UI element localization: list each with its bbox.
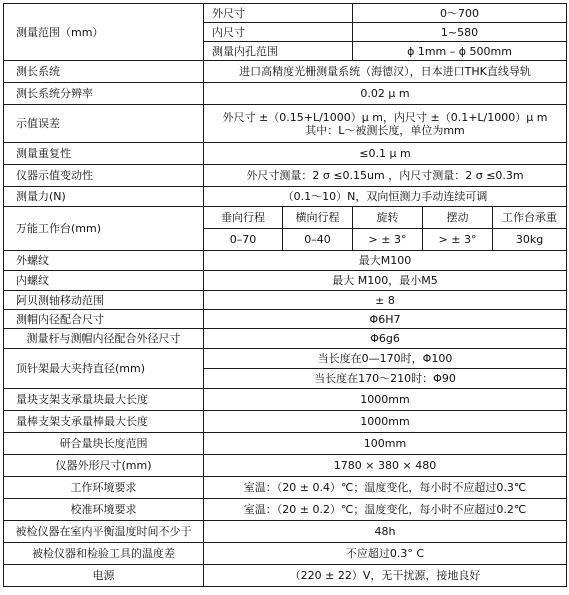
cap-value: Φ6H7 (204, 310, 567, 329)
inner-label: 内尺寸 (204, 23, 353, 42)
bar-label: 量棒支架支承量棒最大长度 (4, 411, 204, 433)
repeat-label: 测量重复性 (4, 143, 204, 165)
center-label: 顶针架最大夹持直径(mm) (4, 349, 204, 389)
size-label: 仪器外形尺寸(mm) (4, 455, 204, 477)
cal-env-value: 室温：（20 ± 0.2）℃；温度变化，每小时不应超过0.2℃ (204, 499, 567, 521)
variation-value: 外尺寸测量：2 σ ≤0.15um ，内尺寸测量：2 σ ≤0.3m (204, 165, 567, 187)
table-value-rotate: > ± 3° (353, 229, 423, 251)
abbe-value: ± 8 (204, 291, 567, 310)
ext-thread-value: 最大M100 (204, 251, 567, 271)
tempdiff-label: 被检仪器和检验工具的温度差 (4, 543, 204, 565)
outer-value: 0～700 (353, 4, 567, 23)
error-label: 示值误差 (4, 105, 204, 143)
spec-row-balance (4, 521, 567, 543)
spec-row-bar (4, 411, 567, 433)
force-value: （0.1～10）N，双向恒测力手动连续可调 (204, 187, 567, 207)
table-header-swing: 摆动 (423, 207, 493, 229)
resolution-label: 测长系统分辨率 (4, 83, 204, 105)
work-env-label: 工作环境要求 (4, 477, 204, 499)
table-header-load: 工作台承重 (493, 207, 567, 229)
table-header-lateral: 横向行程 (283, 207, 353, 229)
table-header-rotate: 旋转 (353, 207, 423, 229)
balance-label: 被检仪器在室内平衡温度时间不少于 (4, 521, 204, 543)
work-env-value: 室温：（20 ± 0.4）℃；温度变化，每小时不应超过0.3℃ (204, 477, 567, 499)
spec-row-size (4, 455, 567, 477)
spec-row-power (4, 565, 567, 587)
error-line-2: 其中：L～被测长度，单位为mm (305, 123, 465, 137)
range-label: 测量范围（mm） (4, 4, 204, 61)
system-value: 进口高精度光栅测量系统（海德汉），日本进口THK直线导轨 (204, 61, 567, 83)
table-value-lateral: 0–40 (283, 229, 353, 251)
spec-row-abbe (4, 291, 567, 310)
spec-row-rod (4, 329, 567, 349)
rod-value: Φ6g6 (204, 329, 567, 349)
tempdiff-value: 不应超过0.3° C (204, 543, 567, 565)
block-label: 量块支架支承量块最大长度 (4, 389, 204, 411)
outer-label: 外尺寸 (204, 4, 353, 23)
ext-thread-label: 外螺纹 (4, 251, 204, 271)
resolution-value: 0.02 μ m (204, 83, 567, 105)
center-line-1: 当长度在0—170时，Φ100 (204, 349, 567, 369)
spec-row-system (4, 61, 567, 83)
center-line-2: 当长度在170～210时：Φ90 (204, 369, 567, 389)
spec-row-grind (4, 433, 567, 455)
cal-env-label: 校准环境要求 (4, 499, 204, 521)
spec-row-tempdiff (4, 543, 567, 565)
spec-row-error (4, 105, 567, 143)
int-thread-label: 内螺纹 (4, 271, 204, 291)
power-label: 电源 (4, 565, 204, 587)
spec-row-outer (4, 4, 567, 23)
int-thread-value: 最大 M100，最小M5 (204, 271, 567, 291)
balance-value: 48h (204, 521, 567, 543)
spec-row-repeat (4, 143, 567, 165)
spec-row-block (4, 389, 567, 411)
spec-row-variation (4, 165, 567, 187)
table-value-load: 30kg (493, 229, 567, 251)
bar-value: 1000mm (204, 411, 567, 433)
spec-row-force (4, 187, 567, 207)
spec-row-resolution (4, 83, 567, 105)
spec-row-table-headers (4, 207, 567, 229)
spec-row-cal-env (4, 499, 567, 521)
table-value-vertical: 0–70 (204, 229, 283, 251)
table-value-swing: > ± 3° (423, 229, 493, 251)
grind-label: 研合量块长度范围 (4, 433, 204, 455)
force-label: 测量力(N) (4, 187, 204, 207)
system-label: 测长系统 (4, 61, 204, 83)
spec-row-int-thread (4, 271, 567, 291)
table-header-vertical: 垂向行程 (204, 207, 283, 229)
inner-value: 1~580 (353, 23, 567, 42)
size-value: 1780 × 380 × 480 (204, 455, 567, 477)
spec-row-center-1 (4, 349, 567, 369)
rod-label: 测量杆与测帽内径配合外径尺寸 (4, 329, 204, 349)
block-value: 1000mm (204, 389, 567, 411)
table-label: 万能工作台(mm) (4, 207, 204, 251)
grind-value: 100mm (204, 433, 567, 455)
abbe-label: 阿贝测轴移动范围 (4, 291, 204, 310)
bore-label: 测量内孔范围 (204, 42, 353, 61)
bore-value: ϕ 1mm – ϕ 500mm (353, 42, 567, 61)
spec-row-cap (4, 310, 567, 329)
repeat-value: ≤0.1 μ m (204, 143, 567, 165)
cap-label: 测帽内径配合尺寸 (4, 310, 204, 329)
spec-row-ext-thread (4, 251, 567, 271)
error-line-1: 外尺寸 ±（0.15+L/1000）μ m，内尺寸 ±（0.1+L/1000）μ m (222, 110, 548, 124)
spec-row-work-env (4, 477, 567, 499)
error-value (204, 105, 567, 143)
spec-table (3, 3, 567, 587)
variation-label: 仪器示值变动性 (4, 165, 204, 187)
power-value: （220 ± 22）V，无干扰源，接地良好 (204, 565, 567, 587)
